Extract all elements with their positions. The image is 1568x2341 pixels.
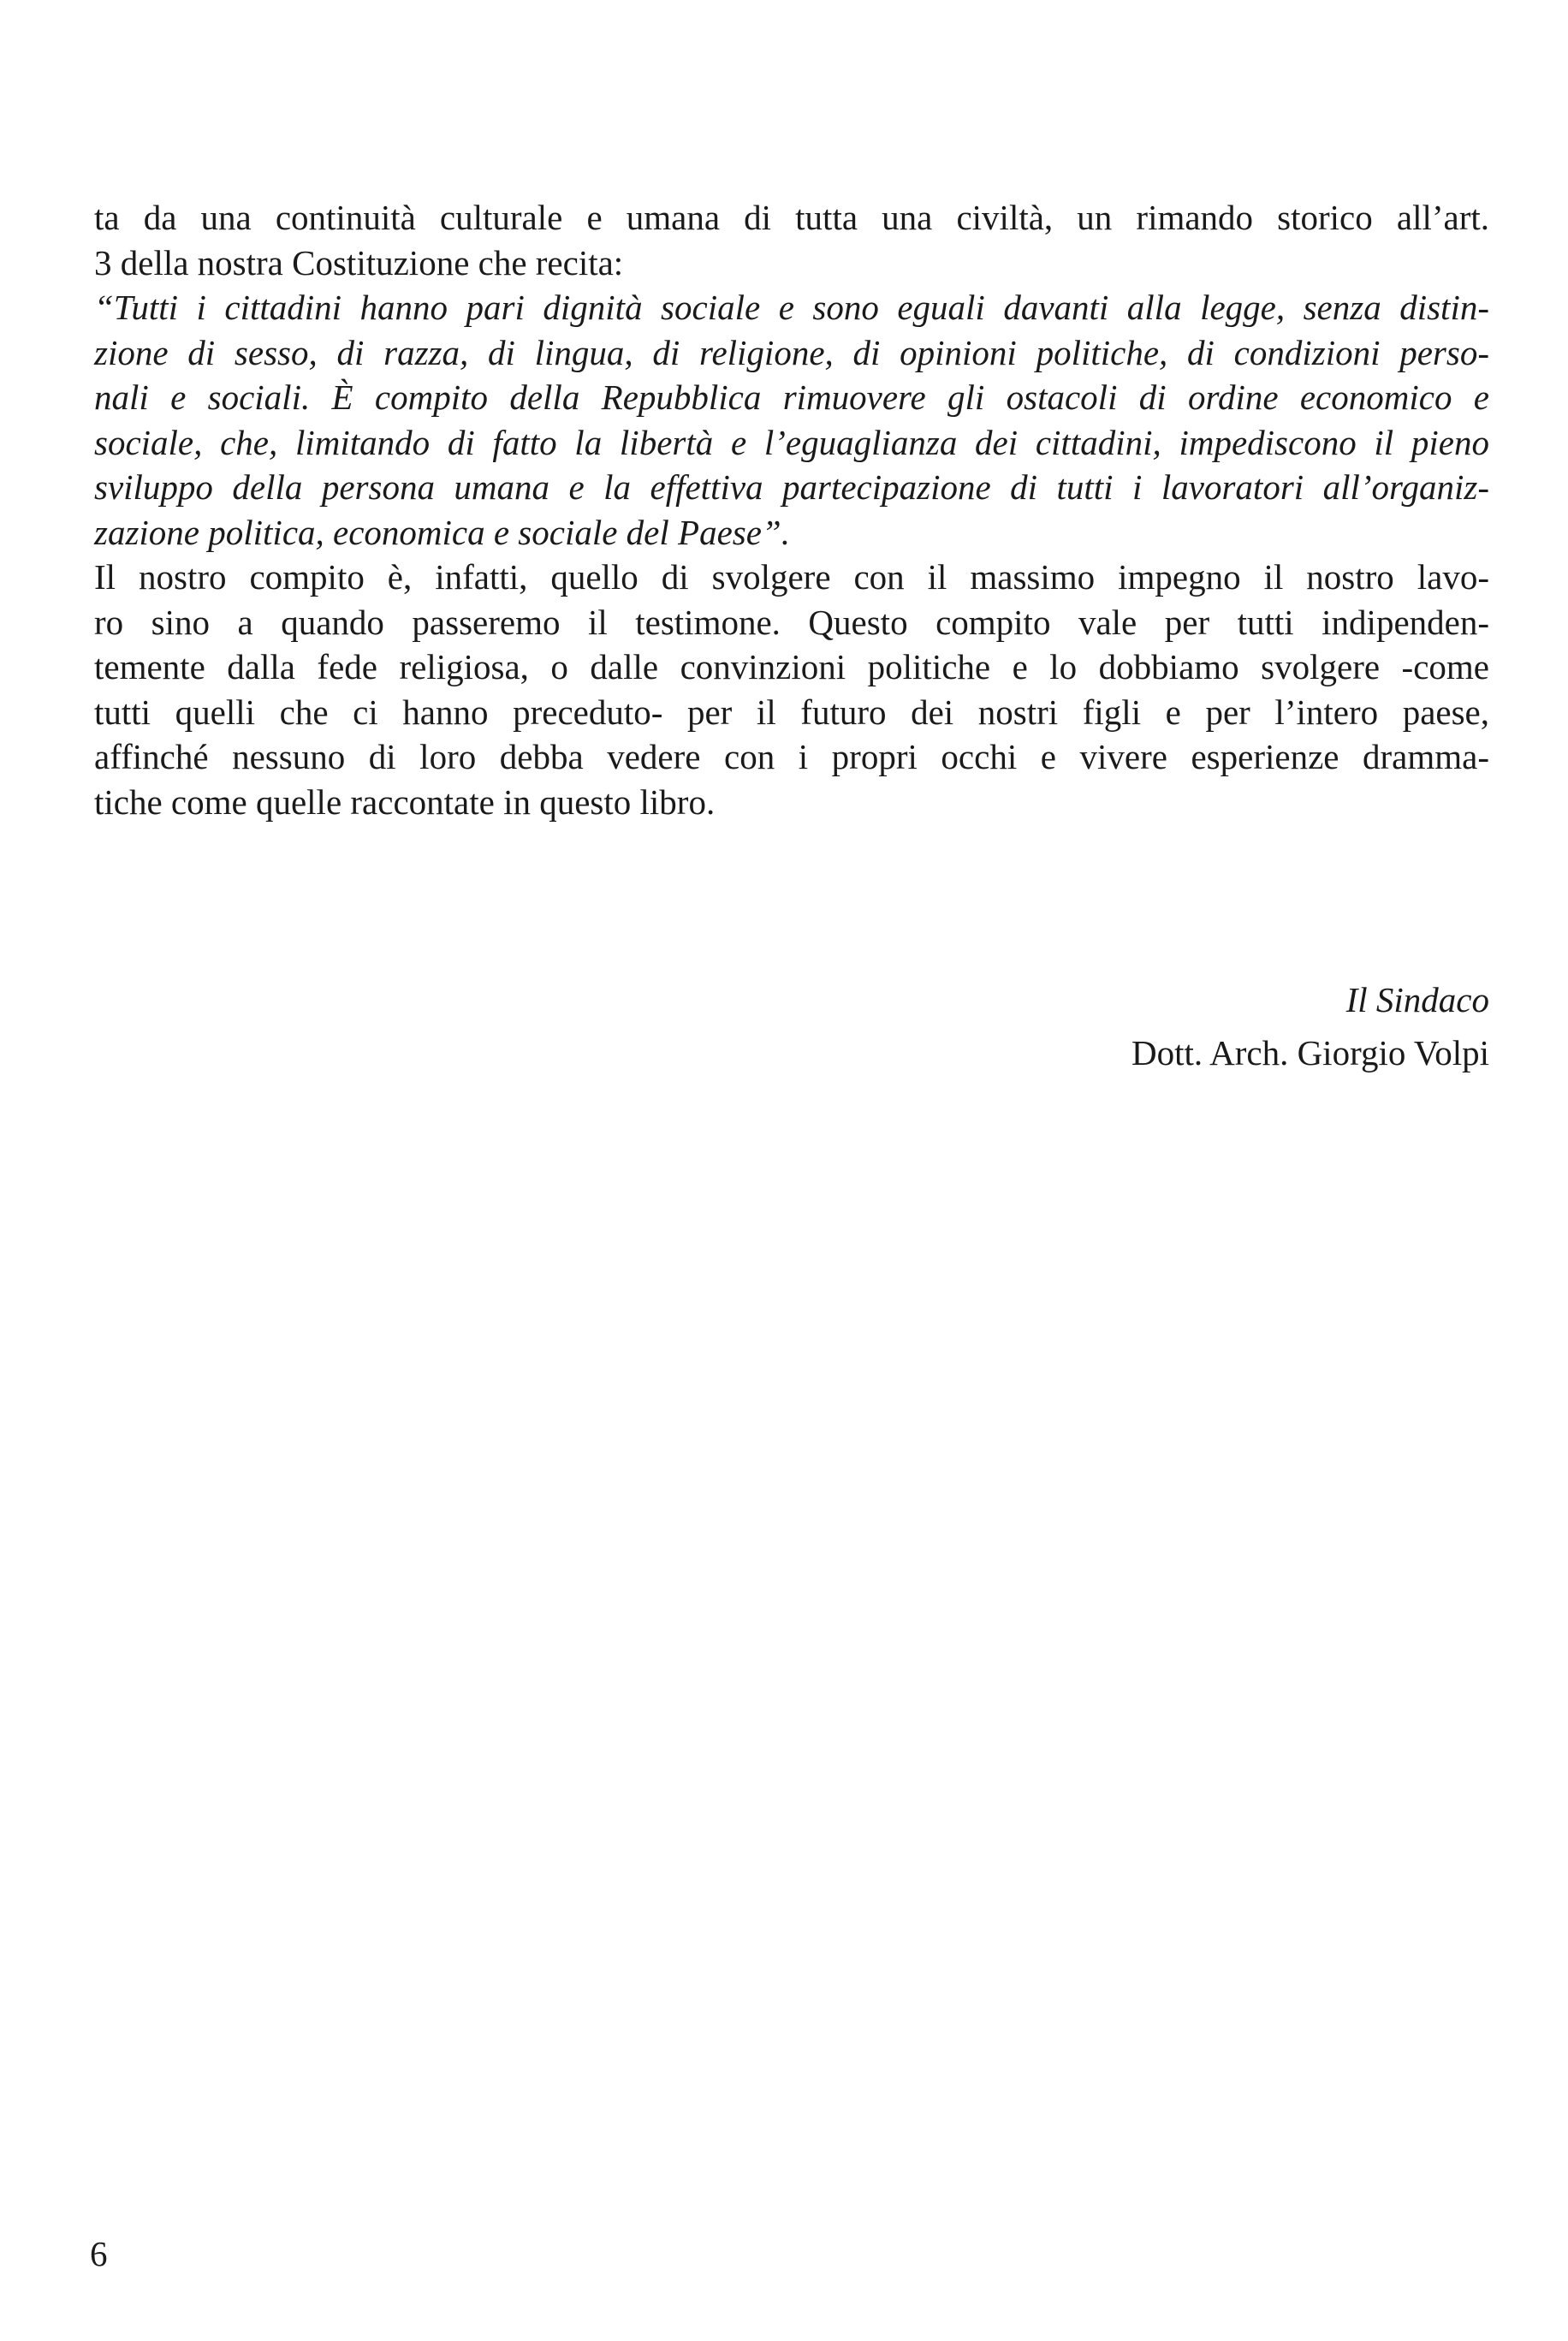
text-line: ta da una continuità culturale e umana di tutta una civiltà, un rimando storico all’art.	[94, 198, 1489, 237]
body-text	[94, 195, 1489, 824]
text-line: tutti quelli che ci hanno preceduto- per il futuro dei nostri figli e per l’intero paese,	[94, 692, 1489, 732]
quote-line: sviluppo della persona umana e la effettiva partecipazione di tutti i lavoratori all’organiz-	[94, 467, 1489, 507]
quote-line: zazione politica, economica e sociale del Paese”.	[94, 512, 790, 552]
signature-name: Dott. Arch. Giorgio Volpi	[1131, 1033, 1489, 1072]
signature-block	[1131, 973, 1489, 1079]
quote-line: nali e sociali. È compito della Repubblica rimuovere gli ostacoli di ordine economico e	[94, 377, 1489, 417]
text-line: affinché nessuno di loro debba vedere con i propri occhi e vivere esperienze dramma-	[94, 737, 1489, 776]
text-line: ro sino a quando passeremo il testimone. Questo compito vale per tutti indipenden-	[94, 602, 1489, 642]
signature-role: Il Sindaco	[1345, 980, 1489, 1019]
quote-line: “Tutti i cittadini hanno pari dignità sociale e sono eguali davanti alla legge, senza distin-	[94, 288, 1489, 327]
text-line: tiche come quelle raccontate in questo libro.	[94, 781, 716, 822]
quote-line: sociale, che, limitando di fatto la libertà e l’eguaglianza dei cittadini, impediscono il pieno	[94, 422, 1489, 462]
quote-line: zione di sesso, di razza, di lingua, di religione, di opinioni politiche, di condizioni perso-	[94, 332, 1489, 372]
page-number: 6	[90, 2234, 108, 2273]
text-line: temente dalla fede religiosa, o dalle convinzioni politiche e lo dobbiamo svolgere -come	[94, 647, 1489, 686]
text-line: 3 della nostra Costituzione che recita:	[94, 242, 624, 282]
text-line: Il nostro compito è, infatti, quello di svolgere con il massimo impegno il nostro lavo-	[94, 557, 1489, 597]
